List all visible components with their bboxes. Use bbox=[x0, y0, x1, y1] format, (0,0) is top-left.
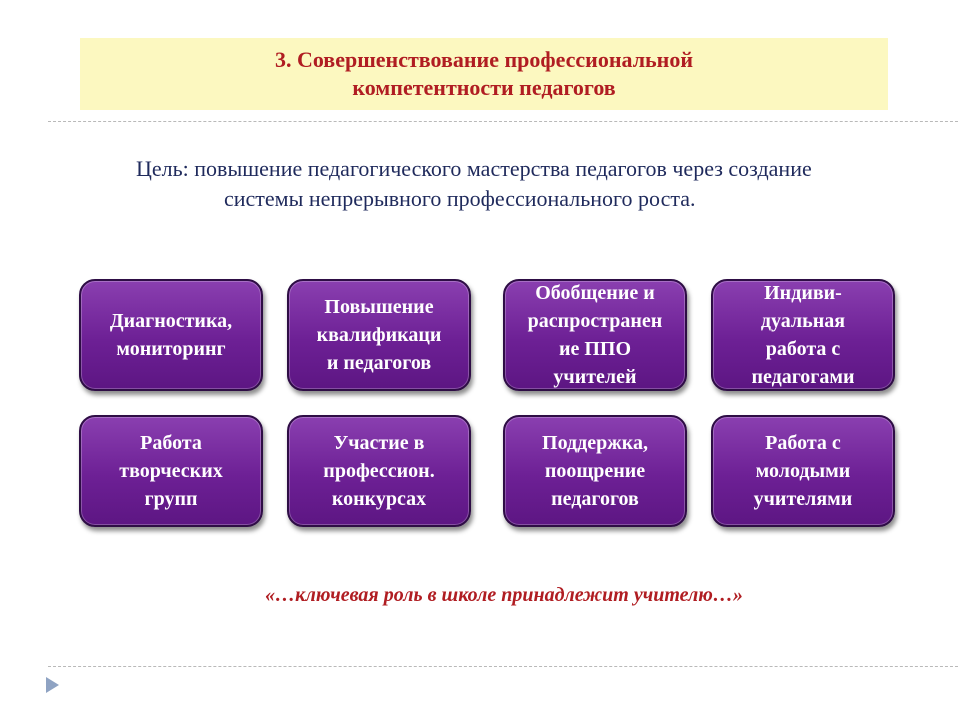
box-line: Обобщение и bbox=[535, 282, 655, 304]
quote-text: «…ключевая роль в школе принадлежит учителю…» bbox=[265, 584, 743, 606]
box-line: творческих bbox=[119, 460, 223, 482]
box-line: Поддержка, bbox=[542, 432, 648, 454]
box-diagnostics bbox=[79, 279, 263, 391]
box-young-teachers bbox=[711, 415, 895, 527]
goal-line-2: системы непрерывного профессионального роста. bbox=[224, 186, 696, 211]
play-arrow-icon[interactable] bbox=[46, 677, 59, 693]
box-line: учителями bbox=[753, 488, 853, 510]
box-line: дуальная bbox=[760, 310, 846, 332]
box-line: квалификаци bbox=[316, 324, 442, 346]
box-line: Индиви- bbox=[764, 282, 842, 304]
goal-line-1: Цель: повышение педагогического мастерства педагогов через создание bbox=[136, 156, 812, 181]
box-line: учителей bbox=[553, 366, 637, 388]
box-individual-work bbox=[711, 279, 895, 391]
box-line: распространен bbox=[527, 310, 663, 332]
box-line: поощрение bbox=[544, 460, 646, 482]
box-line: работа с bbox=[765, 338, 841, 360]
box-line: ие ППО bbox=[558, 338, 632, 360]
box-line: педагогами bbox=[751, 366, 855, 388]
box-line: профессион. bbox=[323, 460, 435, 482]
box-line: Работа с bbox=[765, 432, 841, 454]
box-line: Диагностика, bbox=[109, 310, 233, 332]
box-creative-groups bbox=[79, 415, 263, 527]
box-experience-sharing bbox=[503, 279, 687, 391]
box-line: Участие в bbox=[333, 432, 425, 454]
box-line: и педагогов bbox=[326, 352, 432, 374]
box-support bbox=[503, 415, 687, 527]
box-qualification bbox=[287, 279, 471, 391]
box-line: Работа bbox=[140, 432, 202, 454]
box-line: групп bbox=[144, 488, 198, 510]
title-line-1: 3. Совершенствование профессиональной bbox=[274, 47, 694, 72]
box-line: молодыми bbox=[755, 460, 851, 482]
bottom-divider bbox=[48, 666, 960, 667]
title-line-2: компетентности педагогов bbox=[352, 75, 616, 100]
box-contests bbox=[287, 415, 471, 527]
box-line: Повышение bbox=[324, 296, 434, 318]
box-line: педагогов bbox=[551, 488, 639, 510]
box-line: мониторинг bbox=[116, 338, 226, 360]
box-line: конкурсах bbox=[331, 488, 427, 510]
